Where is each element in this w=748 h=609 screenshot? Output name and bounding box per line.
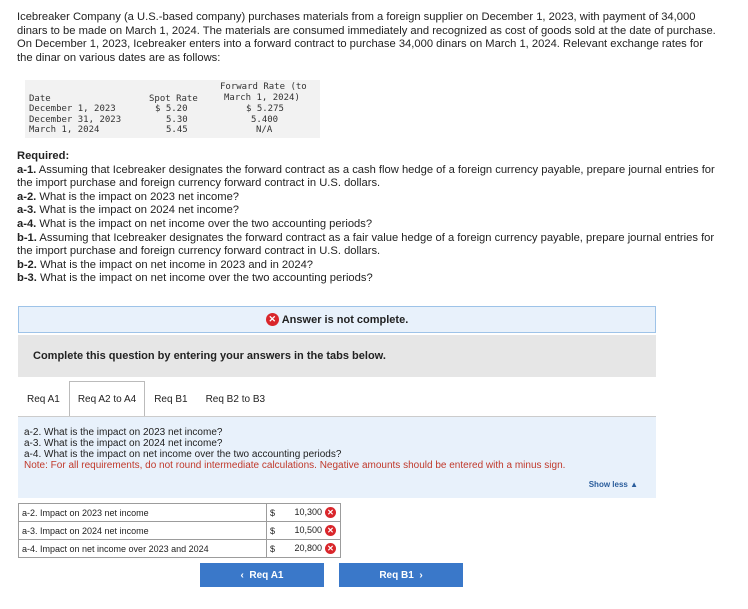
requirement-item: a-3. What is the impact on 2024 net income? [17,204,240,217]
chevron-left-icon: ‹ [240,569,250,581]
answer-status-banner [18,306,656,333]
problem-intro: Icebreaker Company (a U.S.-based company) purchases materials from a foreign supplier on December 1, 2023, with payment of 34,000 dinars to be made on March 1, 2024. The materials are consumed immediately and recognized as cost of goods sold at the date of purchase. On December 1, 2023, Icebreaker enters into a forward contract to purchase 34,000 dinars on March 1, 2024. Relevant exchange rates for the dinar on various dates are as follows: [17,11,716,64]
rate-row-forward: $ 5.275 [246,104,284,114]
tab-req-b2-to-b3[interactable]: Req B2 to B3 [205,393,266,405]
rate-header-forward-2: March 1, 2024) [224,93,300,103]
show-less-link[interactable]: Show less ▲ [588,480,638,489]
question-panel [18,417,656,498]
rate-row-date: December 31, 2023 [29,115,122,125]
answer-input[interactable]: 10,300 ✕ [283,504,341,522]
answer-row [19,522,341,540]
currency-symbol: $ [267,540,283,558]
exchange-rate-table [25,80,320,138]
requirement-item: a-2. What is the impact on 2023 net income? [17,190,240,203]
prev-button[interactable]: ‹ Req A1 [200,563,324,587]
rate-row-spot: $ 5.20 [155,104,188,114]
requirement-tabs [18,381,274,417]
rate-row-date: March 1, 2024 [29,125,100,135]
incorrect-icon: ✕ [325,525,336,536]
incorrect-icon: ✕ [325,507,336,518]
rate-row-date: December 1, 2023 [29,104,116,114]
x-circle-icon: ✕ [266,313,279,326]
answer-input[interactable]: 10,500 ✕ [283,522,341,540]
rate-row-spot: 5.45 [166,125,188,135]
incorrect-icon: ✕ [325,543,336,554]
rate-header-spot: Spot Rate [149,94,198,104]
answer-status-text: Answer is not complete. [281,313,409,326]
caret-up-icon: ▲ [630,480,638,489]
tab-req-a2-to-a4[interactable]: Req A2 to A4 [69,381,145,417]
currency-symbol: $ [267,522,283,540]
requirements [17,150,717,286]
answer-label: a-4. Impact on net income over 2023 and 2024 [19,540,267,558]
rounding-note: Note: For all requirements, do not round intermediate calculations. Negative amounts should be entered with a minus sign. [24,460,566,471]
requirement-item: b-2. What is the impact on net income in 2023 and in 2024? [17,258,314,271]
question-line: a-3. What is the impact on 2024 net income? [24,438,223,449]
rate-header-forward: Forward Rate (to [220,82,307,92]
requirement-item: b-1. Assuming that Icebreaker designates the forward contract as a fair value hedge of a foreign currency payable, prepare journal entries for the import purchase and foreign currency forward contract in U.S. dollars. [17,231,715,258]
currency-symbol: $ [267,504,283,522]
required-title: Required: [17,150,70,162]
instructions-text: Complete this question by entering your answers in the tabs below. [33,350,386,362]
instructions-bar [18,335,656,377]
tab-req-b1[interactable]: Req B1 [154,393,188,405]
tab-req-a1[interactable]: Req A1 [27,393,60,405]
rate-row-spot: 5.30 [166,115,188,125]
rate-row-forward: N/A [256,125,273,135]
rate-row-forward: 5.400 [251,115,279,125]
rate-header-date: Date [29,94,51,104]
requirement-item: a-4. What is the impact on net income over the two accounting periods? [17,217,373,230]
requirement-item: a-1. Assuming that Icebreaker designates the forward contract as a cash flow hedge of a foreign currency payable, prepare journal entries for the import purchase and foreign currency forward contract in U.S. dollars. [17,163,715,190]
answer-row [19,540,341,558]
question-line: a-2. What is the impact on 2023 net income? [24,427,223,438]
answer-row [19,504,341,522]
answer-label: a-2. Impact on 2023 net income [19,504,267,522]
chevron-right-icon: › [413,569,423,581]
answer-label: a-3. Impact on 2024 net income [19,522,267,540]
next-button[interactable]: Req B1 › [339,563,463,587]
answer-input[interactable]: 20,800 ✕ [283,540,341,558]
answer-table [18,503,341,558]
requirement-item: b-3. What is the impact on net income over the two accounting periods? [17,272,373,285]
question-line: a-4. What is the impact on net income over the two accounting periods? [24,449,342,460]
